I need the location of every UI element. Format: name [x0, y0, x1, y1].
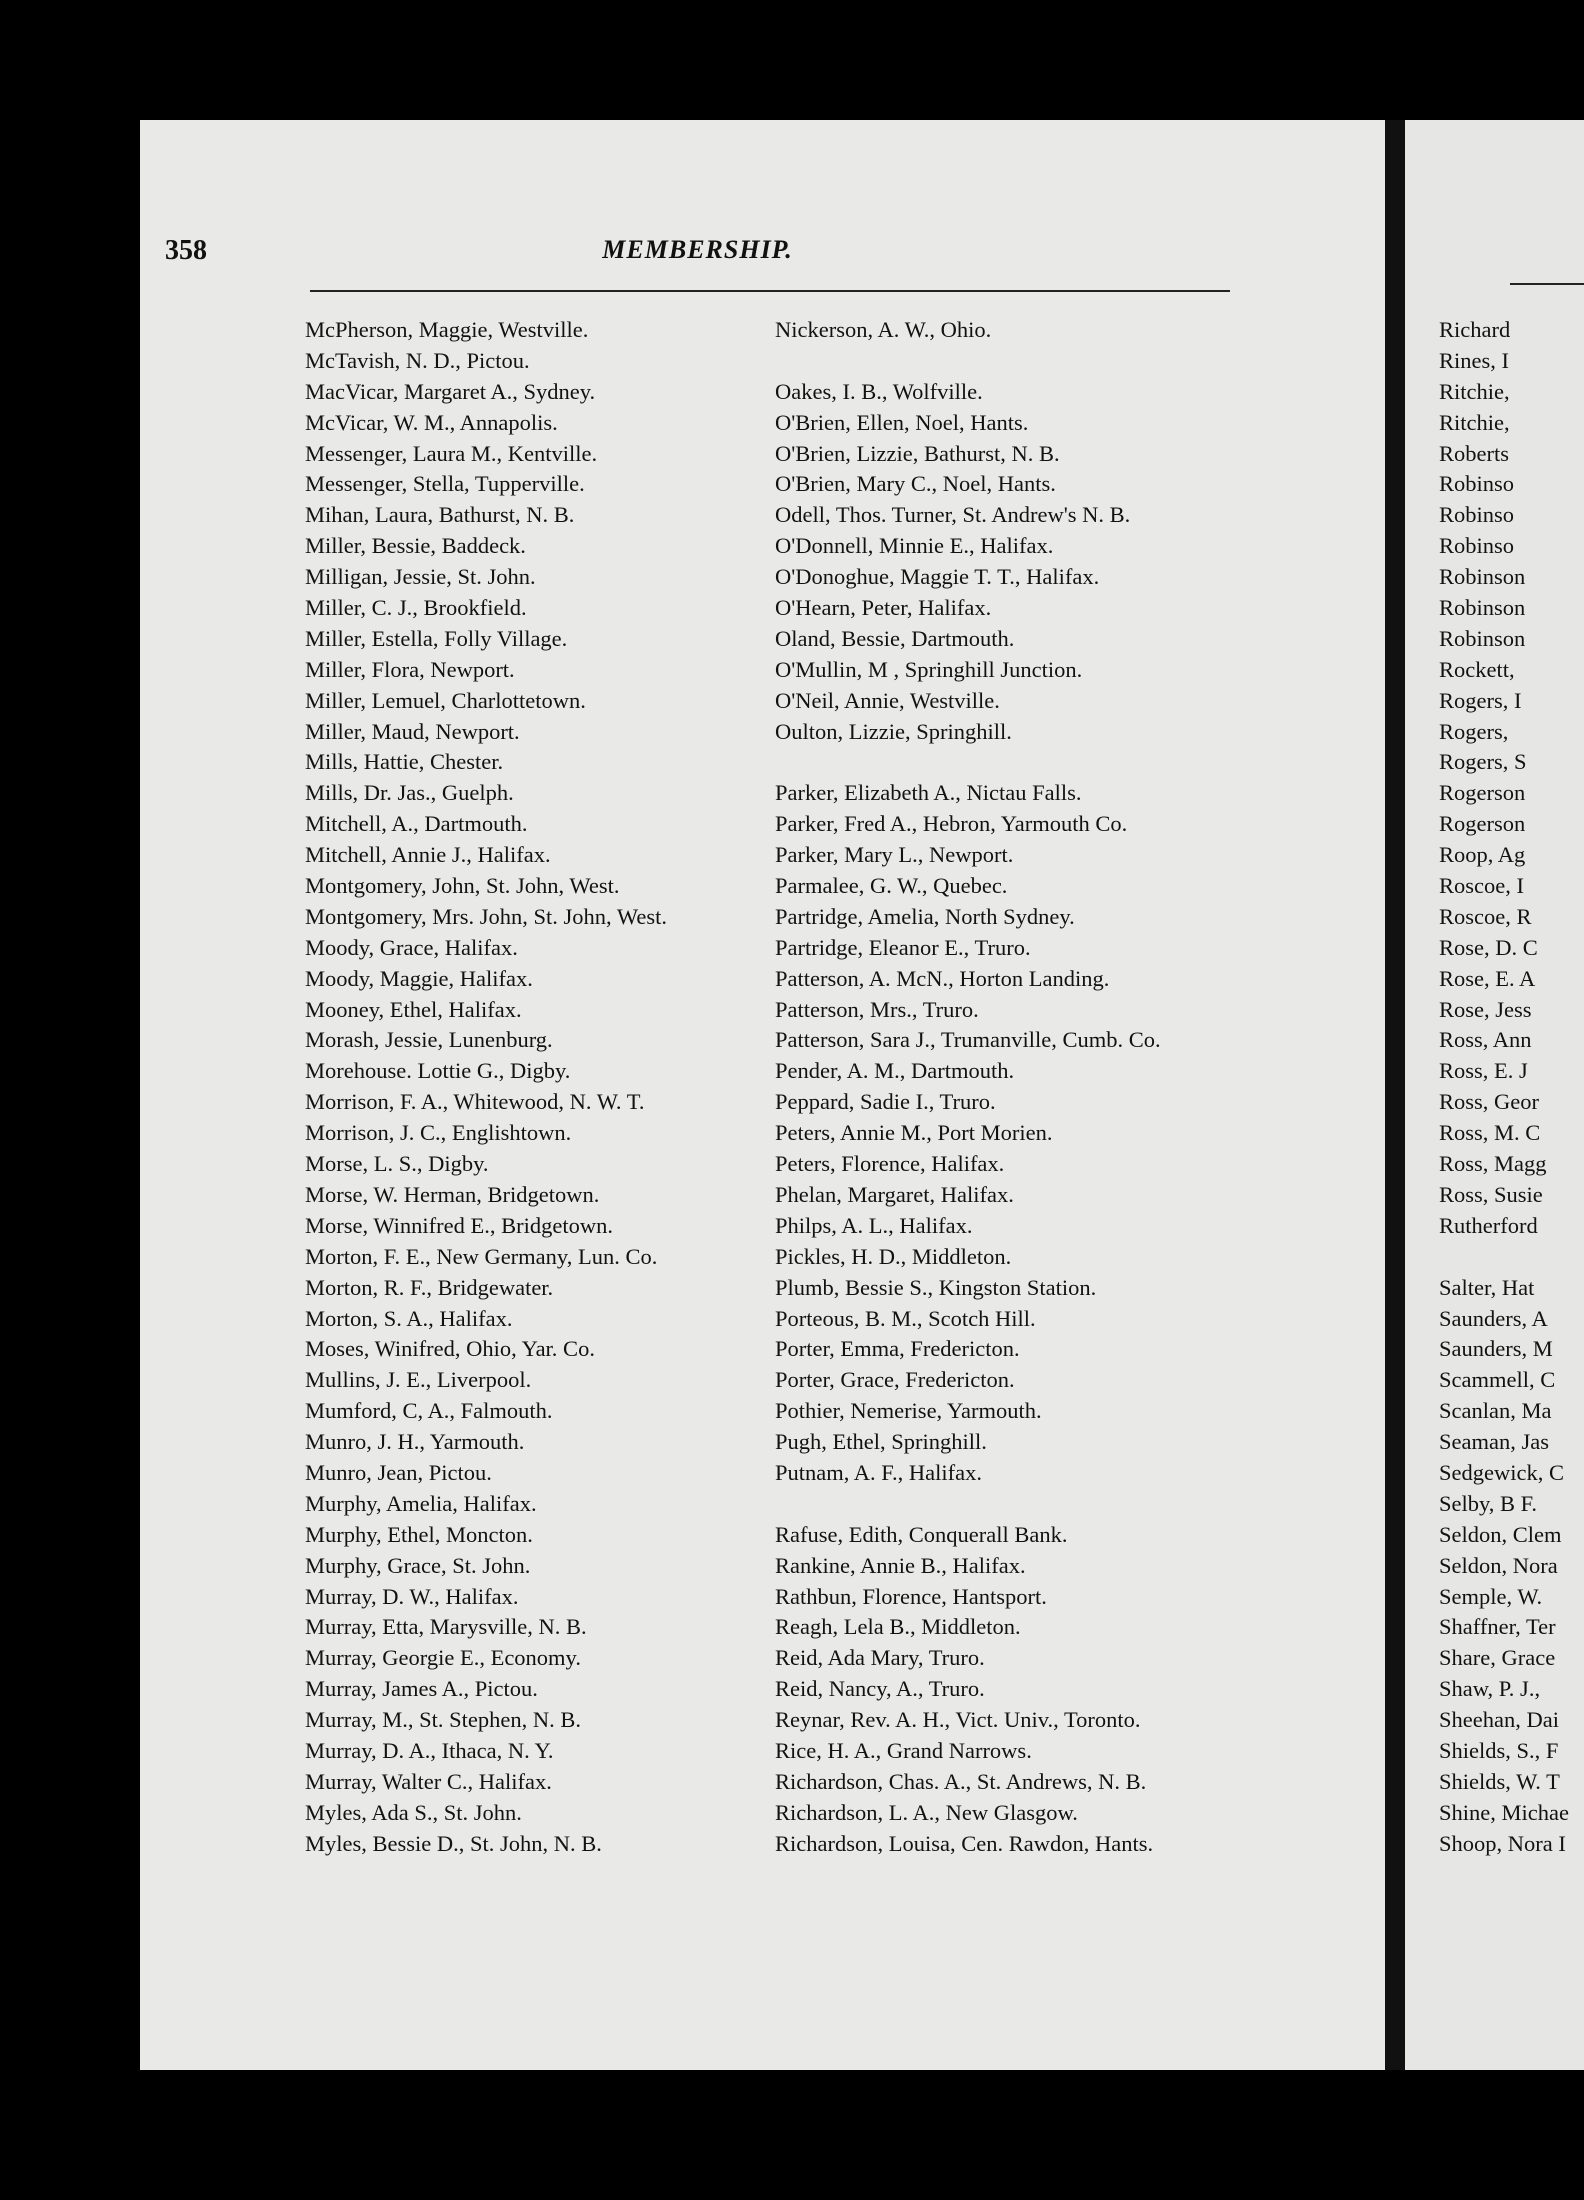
member-entry: Ross, M. C	[1439, 1120, 1541, 1146]
member-entry: McTavish, N. D., Pictou.	[305, 347, 530, 373]
member-entry: Semple, W.	[1439, 1583, 1543, 1609]
member-entry: Miller, C. J., Brookfield.	[305, 595, 527, 621]
member-entry: Robinson	[1439, 625, 1526, 651]
member-entry: Mihan, Laura, Bathurst, N. B.	[305, 502, 575, 528]
member-entry: Ross, E. J	[1439, 1058, 1528, 1084]
member-entry: Munro, Jean, Pictou.	[305, 1459, 492, 1485]
member-entry: Rose, E. A	[1439, 965, 1536, 991]
section-gap	[1405, 1242, 1584, 1273]
member-entry: Rogerson	[1439, 780, 1526, 806]
member-entry: Selby, B F.	[1439, 1490, 1538, 1516]
right-column	[1405, 315, 1584, 1860]
member-entry: Rose, D. C	[1439, 934, 1538, 960]
member-entry: Sedgewick, C	[1439, 1459, 1564, 1485]
member-entry: McVicar, W. M., Annapolis.	[305, 409, 558, 435]
right-page-rule	[1510, 283, 1584, 285]
member-entry: Scammell, C	[1439, 1367, 1556, 1393]
member-entry: Mooney, Ethel, Halifax.	[305, 996, 522, 1022]
member-entry: Shields, S., F	[1439, 1737, 1559, 1763]
member-entry: Robinson	[1439, 595, 1526, 621]
member-entry: Ross, Susie	[1439, 1181, 1543, 1207]
member-entry: O'Hearn, Peter, Halifax.	[775, 595, 992, 621]
member-entry: Patterson, Mrs., Truro.	[775, 996, 979, 1022]
member-entry: Munro, J. H., Yarmouth.	[305, 1429, 525, 1455]
member-entry: Rathbun, Florence, Hantsport.	[775, 1583, 1047, 1609]
member-entry: Patterson, A. McN., Horton Landing.	[775, 965, 1110, 991]
member-entry: Roop, Ag	[1439, 842, 1526, 868]
member-entry: Morehouse. Lottie G., Digby.	[305, 1058, 571, 1084]
member-entry: Shaw, P. J.,	[1439, 1676, 1541, 1702]
member-entry: Milligan, Jessie, St. John.	[305, 564, 536, 590]
member-entry: Saunders, M	[1439, 1336, 1553, 1362]
member-entry: Miller, Flora, Newport.	[305, 656, 515, 682]
member-entry: Morton, S. A., Halifax.	[305, 1305, 513, 1331]
member-entry: Robinso	[1439, 533, 1515, 559]
member-entry: Parker, Elizabeth A., Nictau Falls.	[775, 780, 1082, 806]
member-entry: Morrison, J. C., Englishtown.	[305, 1120, 572, 1146]
member-entry: Morse, Winnifred E., Bridgetown.	[305, 1212, 614, 1238]
member-entry: Rogers, S	[1439, 749, 1527, 775]
member-entry: Ross, Ann	[1439, 1027, 1532, 1053]
book-gutter	[1385, 120, 1405, 2070]
member-entry: Pugh, Ethel, Springhill.	[775, 1429, 987, 1455]
page-number: 358	[165, 235, 207, 266]
member-entry: Murray, Etta, Marysville, N. B.	[305, 1614, 587, 1640]
member-entry: Morse, W. Herman, Bridgetown.	[305, 1181, 600, 1207]
page-right	[1405, 120, 1584, 2070]
member-entry: Montgomery, John, St. John, West.	[305, 873, 620, 899]
member-entry: Reid, Nancy, A., Truro.	[775, 1676, 985, 1702]
member-entry: Miller, Estella, Folly Village.	[305, 625, 568, 651]
member-entry: Mitchell, A., Dartmouth.	[305, 811, 528, 837]
member-entry: Peters, Florence, Halifax.	[775, 1151, 1005, 1177]
member-entry: Murphy, Amelia, Halifax.	[305, 1490, 537, 1516]
member-entry: Morton, R. F., Bridgewater.	[305, 1274, 554, 1300]
header-rule	[310, 290, 1230, 292]
member-entry: Ritchie,	[1439, 378, 1510, 404]
member-entry: Richardson, Louisa, Cen. Rawdon, Hants.	[775, 1830, 1154, 1856]
member-entry: Murray, Georgie E., Economy.	[305, 1645, 581, 1671]
member-entry: Rines, I	[1439, 347, 1509, 373]
member-entry: Moses, Winifred, Ohio, Yar. Co.	[305, 1336, 595, 1362]
member-entry: Mumford, C, A., Falmouth.	[305, 1398, 553, 1424]
member-entry: Putnam, A. F., Halifax.	[775, 1459, 982, 1485]
member-entry: Murray, M., St. Stephen, N. B.	[305, 1707, 582, 1733]
member-entry: Ross, Magg	[1439, 1151, 1547, 1177]
member-entry: Rice, H. A., Grand Narrows.	[775, 1737, 1032, 1763]
member-entry: Messenger, Laura M., Kentville.	[305, 440, 598, 466]
member-entry: Morash, Jessie, Lunenburg.	[305, 1027, 553, 1053]
member-entry: Rockett,	[1439, 656, 1515, 682]
member-entry: Morse, L. S., Digby.	[305, 1151, 489, 1177]
member-entry: O'Donoghue, Maggie T. T., Halifax.	[775, 564, 1100, 590]
member-entry: Murray, James A., Pictou.	[305, 1676, 538, 1702]
member-entry: Parker, Mary L., Newport.	[775, 842, 1014, 868]
member-entry: Murray, Walter C., Halifax.	[305, 1768, 552, 1794]
member-entry: Salter, Hat	[1439, 1274, 1535, 1300]
member-entry: Partridge, Eleanor E., Truro.	[775, 934, 1031, 960]
member-entry: Nickerson, A. W., Ohio.	[775, 317, 992, 342]
member-entry: Oakes, I. B., Wolfville.	[775, 378, 983, 404]
member-entry: Plumb, Bessie S., Kingston Station.	[775, 1274, 1097, 1300]
member-entry: Roberts	[1439, 440, 1509, 466]
member-entry: Richardson, Chas. A., St. Andrews, N. B.	[775, 1768, 1147, 1794]
member-entry: Shine, Michae	[1439, 1799, 1569, 1825]
member-entry: Murphy, Grace, St. John.	[305, 1552, 531, 1578]
member-entry: Sheehan, Dai	[1439, 1707, 1559, 1733]
member-entry: O'Brien, Ellen, Noel, Hants.	[775, 409, 1029, 435]
member-entry: Rogers, I	[1439, 687, 1522, 713]
member-entry: Robinson	[1439, 564, 1526, 590]
member-entry: Pickles, H. D., Middleton.	[775, 1243, 1012, 1269]
member-entry: Mills, Hattie, Chester.	[305, 749, 504, 775]
member-entry: Murphy, Ethel, Moncton.	[305, 1521, 533, 1547]
member-entry: Myles, Bessie D., St. John, N. B.	[305, 1830, 602, 1856]
member-entry: O'Mullin, M , Springhill Junction.	[775, 656, 1083, 682]
left-column	[305, 315, 775, 1860]
member-entry: Shaffner, Ter	[1439, 1614, 1556, 1640]
member-entry: Patterson, Sara J., Trumanville, Cumb. Co.	[775, 1027, 1161, 1053]
member-entry: Murray, D. A., Ithaca, N. Y.	[305, 1737, 554, 1763]
member-entry: Peters, Annie M., Port Morien.	[775, 1120, 1053, 1146]
member-entry: Murray, D. W., Halifax.	[305, 1583, 519, 1609]
member-entry: Share, Grace	[1439, 1645, 1556, 1671]
member-entry: Seldon, Clem	[1439, 1521, 1562, 1547]
member-entry: Parker, Fred A., Hebron, Yarmouth Co.	[775, 811, 1128, 837]
member-entry: Mitchell, Annie J., Halifax.	[305, 842, 551, 868]
member-entry: Rose, Jess	[1439, 996, 1532, 1022]
member-entry: Mullins, J. E., Liverpool.	[305, 1367, 532, 1393]
member-entry: Rutherford	[1439, 1212, 1538, 1238]
running-title: MEMBERSHIP.	[602, 235, 793, 264]
member-entry: Montgomery, Mrs. John, St. John, West.	[305, 903, 667, 929]
member-entry: Ross, Geor	[1439, 1089, 1539, 1115]
section-gap	[775, 346, 1255, 377]
member-entry: Philps, A. L., Halifax.	[775, 1212, 973, 1238]
member-entry: Odell, Thos. Turner, St. Andrew's N. B.	[775, 502, 1131, 528]
member-entry: Moody, Grace, Halifax.	[305, 934, 518, 960]
member-entry: Pender, A. M., Dartmouth.	[775, 1058, 1015, 1084]
member-entry: Pothier, Nemerise, Yarmouth.	[775, 1398, 1042, 1424]
member-entry: Robinso	[1439, 471, 1515, 497]
member-entry: Rafuse, Edith, Conquerall Bank.	[775, 1521, 1068, 1547]
member-entry: Mills, Dr. Jas., Guelph.	[305, 780, 514, 806]
section-gap	[775, 1489, 1255, 1520]
member-entry: Phelan, Margaret, Halifax.	[775, 1181, 1014, 1207]
member-entry: Miller, Bessie, Baddeck.	[305, 533, 526, 559]
member-entry: Myles, Ada S., St. John.	[305, 1799, 522, 1825]
member-entry: Oulton, Lizzie, Springhill.	[775, 718, 1012, 744]
member-entry: Miller, Lemuel, Charlottetown.	[305, 687, 586, 713]
member-entry: Oland, Bessie, Dartmouth.	[775, 625, 1015, 651]
member-entry: O'Donnell, Minnie E., Halifax.	[775, 533, 1054, 559]
member-entry: Reagh, Lela B., Middleton.	[775, 1614, 1021, 1640]
member-entry: Robinso	[1439, 502, 1515, 528]
member-entry: MacVicar, Margaret A., Sydney.	[305, 378, 596, 404]
member-entry: Porter, Grace, Fredericton.	[775, 1367, 1015, 1393]
member-entry: Seaman, Jas	[1439, 1429, 1549, 1455]
member-entry: Richard	[1439, 317, 1511, 342]
member-entry: O'Neil, Annie, Westville.	[775, 687, 1000, 713]
member-entry: Peppard, Sadie I., Truro.	[775, 1089, 996, 1115]
member-entry: Roscoe, R	[1439, 903, 1532, 929]
member-entry: Ritchie,	[1439, 409, 1510, 435]
member-entry: Messenger, Stella, Tupperville.	[305, 471, 585, 497]
member-entry: Roscoe, I	[1439, 873, 1524, 899]
member-entry: Miller, Maud, Newport.	[305, 718, 520, 744]
member-entry: O'Brien, Lizzie, Bathurst, N. B.	[775, 440, 1060, 466]
member-entry: Reid, Ada Mary, Truro.	[775, 1645, 985, 1671]
member-entry: Saunders, A	[1439, 1305, 1548, 1331]
member-entry: Rogerson	[1439, 811, 1526, 837]
member-entry: Parmalee, G. W., Quebec.	[775, 873, 1008, 899]
member-entry: McPherson, Maggie, Westville.	[305, 317, 589, 342]
member-entry: Morton, F. E., New Germany, Lun. Co.	[305, 1243, 658, 1269]
member-entry: Richardson, L. A., New Glasgow.	[775, 1799, 1078, 1825]
member-entry: Rogers,	[1439, 718, 1509, 744]
member-entry: Shoop, Nora I	[1439, 1830, 1566, 1856]
member-entry: Rankine, Annie B., Halifax.	[775, 1552, 1026, 1578]
member-entry: Partridge, Amelia, North Sydney.	[775, 903, 1075, 929]
page-header	[165, 235, 1230, 285]
member-entry: Shields, W. T	[1439, 1768, 1560, 1794]
member-entry: Morrison, F. A., Whitewood, N. W. T.	[305, 1089, 645, 1115]
member-entry: Seldon, Nora	[1439, 1552, 1558, 1578]
member-entry: Porter, Emma, Fredericton.	[775, 1336, 1020, 1362]
middle-column	[775, 315, 1255, 1860]
member-entry: Porteous, B. M., Scotch Hill.	[775, 1305, 1036, 1331]
section-gap	[775, 747, 1255, 778]
member-entry: Scanlan, Ma	[1439, 1398, 1552, 1424]
member-entry: Moody, Maggie, Halifax.	[305, 965, 533, 991]
member-entry: Reynar, Rev. A. H., Vict. Univ., Toronto.	[775, 1707, 1141, 1733]
member-entry: O'Brien, Mary C., Noel, Hants.	[775, 471, 1056, 497]
